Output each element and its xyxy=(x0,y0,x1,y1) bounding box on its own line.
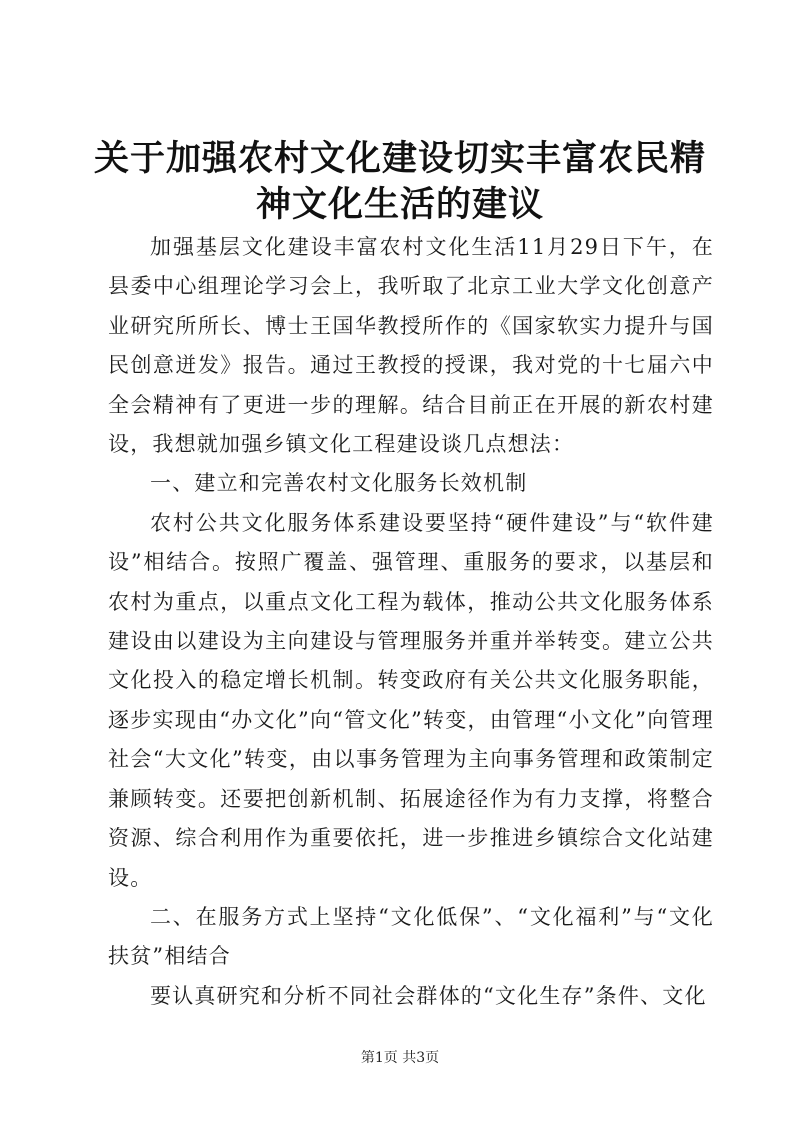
section-heading-2: 二、在服务方式上坚持“文化低保”、“文化福利”与“文化扶贫”相结合 xyxy=(108,904,714,969)
page-footer: 第1页 共3页 xyxy=(360,1050,440,1066)
section-heading-1: 一、建立和完善农村文化服务长效机制 xyxy=(150,471,528,496)
section-1-paragraph: 农村公共文化服务体系建设要坚持“硬件建设”与“软件建设”相结合。按照广覆盖、强管理、重服务的要求，以基层和农村为重点，以重点文化工程为载体，推动公共文化服务体系建设由以建设为主向建设与管理服务并重并举转变。建立公共文化投入的稳定增长机制。转变政府有关公共文化服务职能，逐步实现由“办文化”向“管文化”转变，由管理“小文化”向管理社会“大文化”转变，由以事务管理为主向事务管理和政策制定兼顾转变。还要把创新机制、拓展途径作为有力支撑，将整合资源、综合利用作为重要依托，进一步推进乡镇综合文化站建设。 xyxy=(108,510,714,890)
document-title: 关于加强农村文化建设切实丰富农民精神文化生活的建议 xyxy=(93,138,706,225)
document-body xyxy=(108,228,714,1016)
section-2-paragraph: 要认真研究和分析不同社会群体的“文化生存”条件、文化 xyxy=(150,983,707,1008)
intro-paragraph: 加强基层文化建设丰富农村文化生活11月29日下午，在县委中心组理论学习会上，我听取了北京工业大学文化创意产业研究所所长、博士王国华教授所作的《国家软实力提升与国民创意迸发》报告。通过王教授的授课，我对党的十七届六中全会精神有了更进一步的理解。结合目前正在开展的新农村建设，我想就加强乡镇文化工程建设谈几点想法： xyxy=(108,235,714,457)
